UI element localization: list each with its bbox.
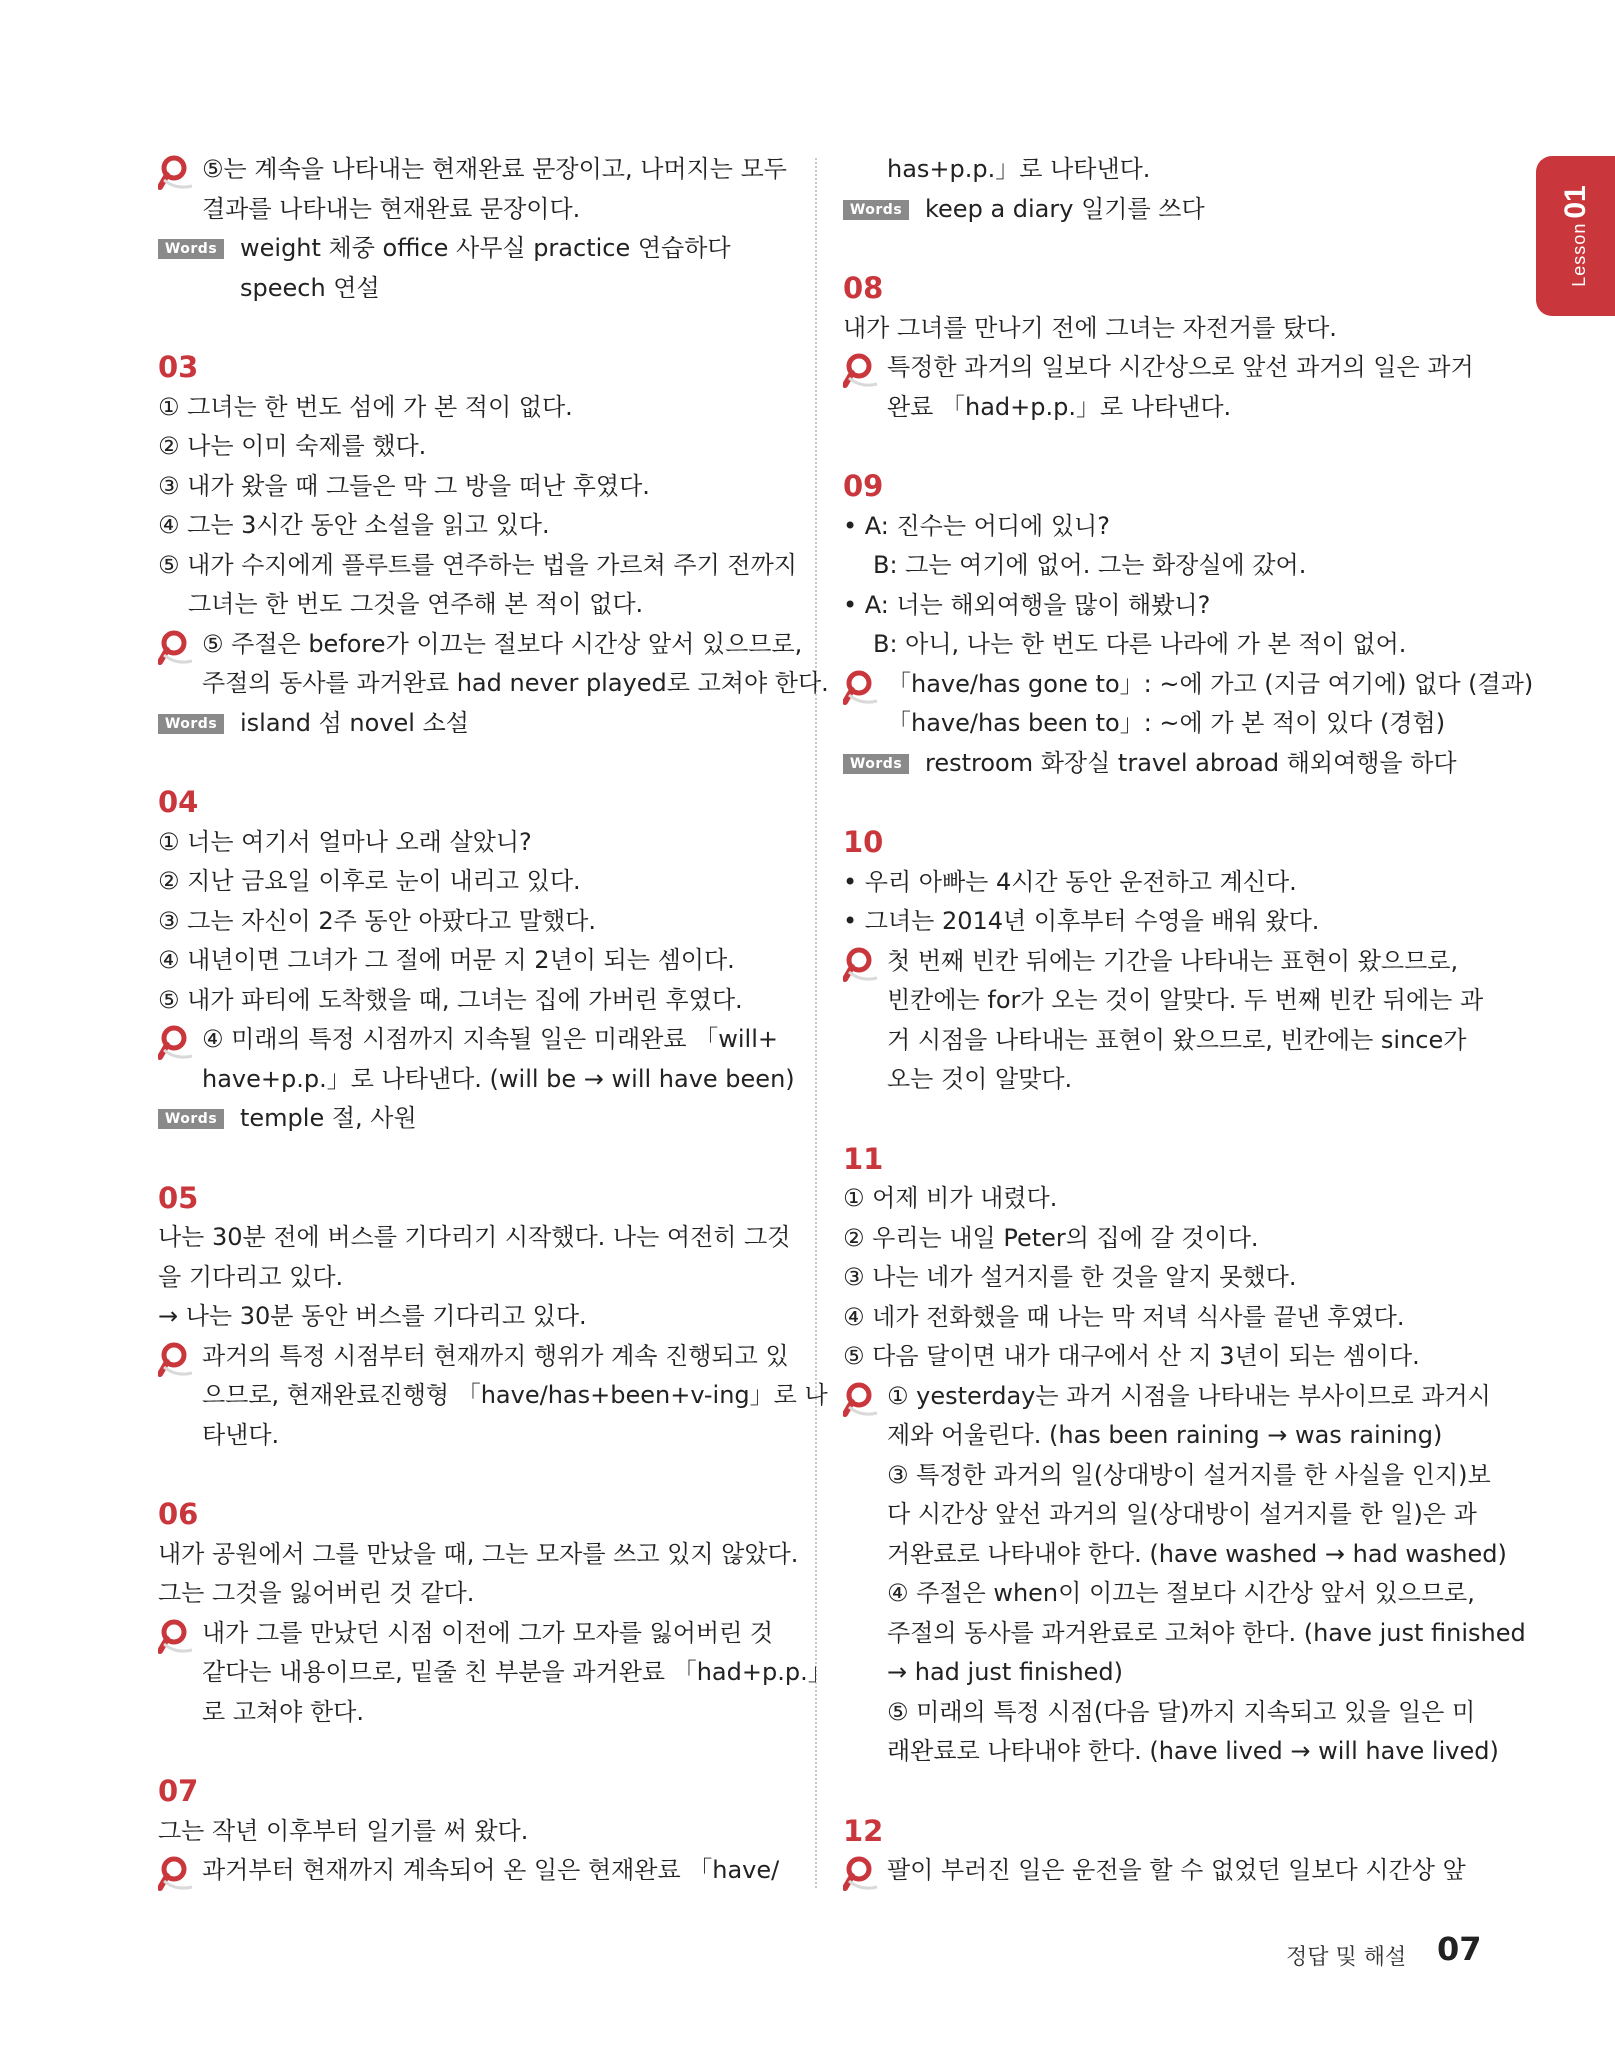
text-line: island 섬 novel 소설 bbox=[240, 708, 469, 737]
lesson-label: Lesson bbox=[1569, 222, 1589, 287]
list-item: ⑤ 다음 달이면 내가 대구에서 산 지 3년이 되는 셈이다. bbox=[843, 1342, 1420, 1370]
text-line: 특정한 과거의 일보다 시간상으로 앞선 과거의 일은 과거 bbox=[887, 353, 1474, 381]
magnifier-icon bbox=[843, 669, 879, 705]
words-badge: Words bbox=[158, 1109, 224, 1129]
explanation-03 bbox=[158, 625, 829, 704]
magnifier-icon bbox=[843, 1381, 879, 1417]
explanation-09 bbox=[843, 665, 1534, 744]
list-item: ① 그녀는 한 번도 섬에 가 본 적이 없다. bbox=[158, 392, 573, 421]
list-item: ② 우리는 내일 Peter의 집에 갈 것이다. bbox=[843, 1223, 1259, 1252]
page-number: 07 bbox=[1437, 1930, 1482, 1968]
list-item: ③ 내가 왔을 때 그들은 막 그 방을 떠난 후였다. bbox=[158, 471, 650, 500]
question-number-12: 12 bbox=[843, 1813, 884, 1848]
list-item: ③ 그는 자신이 2주 동안 아팠다고 말했다. bbox=[158, 906, 596, 935]
text-line: 타낸다. bbox=[202, 1420, 280, 1449]
question-number-09: 09 bbox=[843, 469, 884, 503]
text-line: 주절의 동사를 과거완료 had never played로 고쳐야 한다. bbox=[202, 669, 829, 697]
words-04 bbox=[158, 1099, 790, 1139]
words-badge: Words bbox=[158, 714, 224, 734]
text-line: • 그녀는 2014년 이후부터 수영을 배워 왔다. bbox=[843, 907, 1320, 935]
text-line: 으므로, 현재완료진행형 「have/has+been+v-ing」로 나 bbox=[202, 1381, 828, 1409]
dialog-line: • A: 진수는 어디에 있니? bbox=[843, 511, 1110, 540]
words-badge: Words bbox=[158, 239, 224, 259]
text-line: 같다는 내용이므로, 밑줄 친 부분을 과거완료 「had+p.p.」 bbox=[202, 1658, 832, 1686]
column-divider bbox=[815, 158, 817, 1888]
lesson-number: 01 bbox=[1559, 185, 1592, 219]
text-line: 빈칸에는 for가 오는 것이 알맞다. 두 번째 빈칸 뒤에는 과 bbox=[887, 986, 1484, 1014]
text-line: 다 시간상 앞선 과거의 일(상대방이 설거지를 한 일)은 과 bbox=[887, 1500, 1477, 1528]
text-line: 「have/has been to」: ~에 가 본 적이 있다 (경험) bbox=[887, 709, 1446, 737]
question-number-11: 11 bbox=[843, 1141, 884, 1176]
words-03 bbox=[158, 704, 790, 744]
text-line: ④ 주절은 when이 이끄는 절보다 시간상 앞서 있으므로, bbox=[887, 1579, 1475, 1607]
text-line: → had just finished) bbox=[887, 1658, 1124, 1686]
text-line: 첫 번째 빈칸 뒤에는 기간을 나타내는 표현이 왔으므로, bbox=[887, 946, 1459, 975]
text-line: speech 연설 bbox=[240, 273, 380, 302]
text-line: 거 시점을 나타내는 표현이 왔으므로, 빈칸에는 since가 bbox=[887, 1025, 1467, 1054]
explanation-05 bbox=[158, 1337, 828, 1456]
text-line: 팔이 부러진 일은 운전을 할 수 없었던 일보다 시간상 앞 bbox=[887, 1856, 1466, 1884]
text-line: 과거부터 현재까지 계속되어 온 일은 현재완료 「have/ bbox=[202, 1856, 780, 1884]
list-item: ① 어제 비가 내렸다. bbox=[843, 1184, 1058, 1212]
text-line: ⑤ 미래의 특정 시점(다음 달)까지 지속되고 있을 일은 미 bbox=[887, 1697, 1476, 1726]
list-item: ① 너는 여기서 얼마나 오래 살았니? bbox=[158, 827, 532, 856]
explanation-12 bbox=[843, 1851, 1475, 1891]
footer-label: 정답 및 해설 bbox=[1286, 1945, 1407, 1970]
lesson-tab bbox=[1536, 156, 1615, 316]
text-line: ⑤ 주절은 before가 이끄는 절보다 시간상 앞서 있으므로, bbox=[202, 629, 803, 658]
explanation-04 bbox=[158, 1020, 795, 1099]
magnifier-icon bbox=[843, 1855, 879, 1891]
explanation-06 bbox=[158, 1614, 832, 1733]
list-item: ④ 그는 3시간 동안 소설을 읽고 있다. bbox=[158, 511, 550, 539]
words-badge: Words bbox=[843, 754, 909, 774]
text-line: 주절의 동사를 과거완료로 고쳐야 한다. (have just finished bbox=[887, 1618, 1526, 1647]
text-line: temple 절, 사원 bbox=[240, 1104, 417, 1132]
text-line: 을 기다리고 있다. bbox=[158, 1262, 344, 1291]
words-02 bbox=[158, 229, 790, 308]
text-line: 로 고쳐야 한다. bbox=[202, 1697, 364, 1726]
text-line: • 우리 아빠는 4시간 동안 운전하고 계신다. bbox=[843, 867, 1297, 896]
dialog-line: B: 아니, 나는 한 번도 다른 나라에 가 본 적이 없어. bbox=[873, 630, 1407, 658]
left-column bbox=[158, 150, 832, 1891]
text-line: ④ 미래의 특정 시점까지 지속될 일은 미래완료 「will+ bbox=[202, 1025, 778, 1053]
text-line: 「have/has gone to」: ~에 가고 (지금 여기에) 없다 (결과) bbox=[887, 669, 1534, 698]
text-line: ③ 특정한 과거의 일(상대방이 설거지를 한 사실을 인지)보 bbox=[887, 1460, 1491, 1489]
question-number-03: 03 bbox=[158, 350, 199, 384]
question-number-08: 08 bbox=[843, 271, 884, 305]
text-line: 그는 그것을 잃어버린 것 같다. bbox=[158, 1579, 475, 1607]
words-07 bbox=[843, 190, 1475, 230]
text-line: 나는 30분 전에 버스를 기다리기 시작했다. 나는 여전히 그것 bbox=[158, 1223, 791, 1251]
question-number-07: 07 bbox=[158, 1774, 199, 1808]
question-number-10: 10 bbox=[843, 825, 884, 859]
magnifier-icon bbox=[843, 352, 879, 388]
text-line: restroom 화장실 travel abroad 해외여행을 하다 bbox=[925, 748, 1457, 777]
text-line: 내가 그녀를 만나기 전에 그녀는 자전거를 탔다. bbox=[843, 313, 1337, 342]
words-badge: Words bbox=[843, 200, 909, 220]
text-line: 거완료로 나타내야 한다. (have washed → had washed) bbox=[887, 1539, 1507, 1568]
question-number-05: 05 bbox=[158, 1180, 199, 1215]
list-item: ⑤ 내가 수지에게 플루트를 연주하는 법을 가르쳐 주기 전까지 bbox=[158, 550, 797, 579]
text-line: ⑤는 계속을 나타내는 현재완료 문장이고, 나머지는 모두 bbox=[202, 155, 787, 183]
explanation-02 bbox=[158, 150, 790, 229]
text-line: keep a diary 일기를 쓰다 bbox=[925, 194, 1205, 223]
dialog-line: • A: 너는 해외여행을 많이 해봤니? bbox=[843, 590, 1211, 619]
text-line: → 나는 30분 동안 버스를 기다리고 있다. bbox=[158, 1302, 587, 1330]
list-item: ④ 네가 전화했을 때 나는 막 저녁 식사를 끝낸 후였다. bbox=[843, 1302, 1405, 1331]
text-line: 래완료로 나타내야 한다. (have lived → will have lived) bbox=[887, 1737, 1499, 1765]
text-line: 그는 작년 이후부터 일기를 써 왔다. bbox=[158, 1816, 529, 1845]
text-line: 제와 어울린다. (has been raining → was raining) bbox=[887, 1421, 1443, 1449]
words-09 bbox=[843, 744, 1475, 784]
text-line: 완료 「had+p.p.」로 나타낸다. bbox=[887, 392, 1232, 421]
text-line: has+p.p.」로 나타낸다. bbox=[887, 155, 1151, 183]
text-line: 내가 그를 만났던 시점 이전에 그가 모자를 잃어버린 것 bbox=[202, 1618, 774, 1647]
explanation-10 bbox=[843, 942, 1484, 1100]
list-item: ② 나는 이미 숙제를 했다. bbox=[158, 432, 427, 460]
question-number-04: 04 bbox=[158, 785, 199, 819]
magnifier-icon bbox=[158, 1341, 194, 1377]
text-line: have+p.p.」로 나타낸다. (will be → will have been) bbox=[202, 1064, 795, 1093]
magnifier-icon bbox=[843, 946, 879, 982]
list-item: ⑤ 내가 파티에 도착했을 때, 그녀는 집에 가버린 후였다. bbox=[158, 985, 743, 1014]
text-line: ① yesterday는 과거 시점을 나타내는 부사이므로 과거시 bbox=[887, 1381, 1491, 1410]
list-item: ④ 내년이면 그녀가 그 절에 머문 지 2년이 되는 셈이다. bbox=[158, 946, 735, 974]
magnifier-icon bbox=[158, 154, 194, 190]
explanation-08 bbox=[843, 348, 1475, 427]
text-line: weight 체중 office 사무실 practice 연습하다 bbox=[240, 234, 731, 262]
text-line: 내가 공원에서 그를 만났을 때, 그는 모자를 쓰고 있지 않았다. bbox=[158, 1539, 799, 1568]
list-item: 그녀는 한 번도 그것을 연주해 본 적이 없다. bbox=[188, 590, 644, 618]
magnifier-icon bbox=[158, 1855, 194, 1891]
explanation-11 bbox=[843, 1377, 1526, 1772]
explanation-07 bbox=[158, 1851, 790, 1891]
magnifier-icon bbox=[158, 629, 194, 665]
magnifier-icon bbox=[158, 1618, 194, 1654]
list-item: ③ 나는 네가 설거지를 한 것을 알지 못했다. bbox=[843, 1263, 1297, 1291]
list-item: ② 지난 금요일 이후로 눈이 내리고 있다. bbox=[158, 867, 581, 895]
question-number-06: 06 bbox=[158, 1497, 199, 1531]
right-column bbox=[843, 150, 1534, 1891]
magnifier-icon bbox=[158, 1024, 194, 1060]
dialog-line: B: 그는 여기에 없어. 그는 화장실에 갔어. bbox=[873, 551, 1307, 579]
text-line: 결과를 나타내는 현재완료 문장이다. bbox=[202, 194, 581, 223]
text-line: 과거의 특정 시점부터 현재까지 행위가 계속 진행되고 있 bbox=[202, 1341, 789, 1370]
text-line: 오는 것이 알맞다. bbox=[887, 1065, 1073, 1093]
